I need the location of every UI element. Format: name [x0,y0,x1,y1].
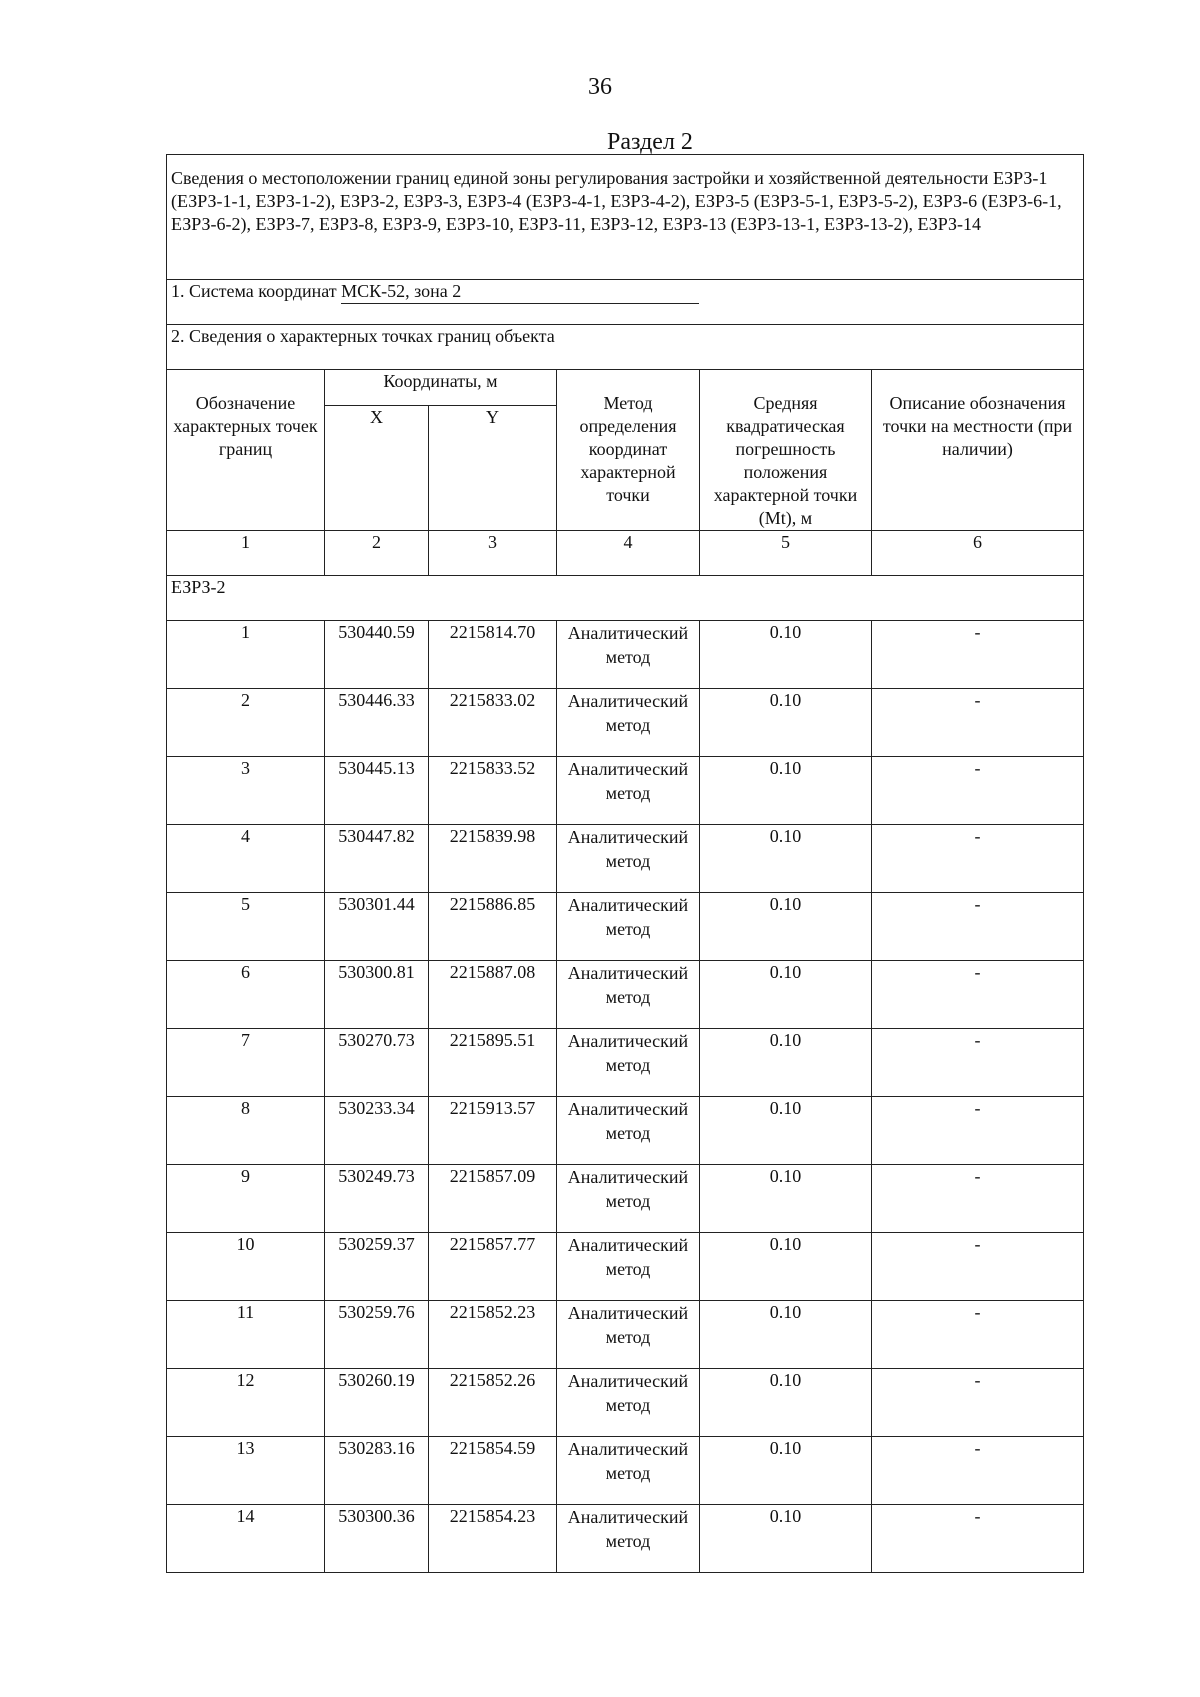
error-mt: 0.10 [700,825,872,893]
point-number: 3 [167,757,325,825]
point-number: 8 [167,1097,325,1165]
description: - [872,1029,1084,1097]
section-title: Раздел 2 [607,129,693,155]
point-number: 13 [167,1437,325,1505]
coord-y: 2215833.02 [429,689,557,757]
coord-y: 2215887.08 [429,961,557,1029]
coord-x: 530259.37 [325,1233,429,1301]
table-row [167,689,1084,757]
error-mt: 0.10 [700,1437,872,1505]
description: - [872,1437,1084,1505]
boundary-points-table [166,154,1084,1573]
header-error: Средняя квадратическая погрешность положения характерной точки (Mt), м [700,370,872,531]
table-row [167,893,1084,961]
table-row [167,1097,1084,1165]
method: Аналитический метод [557,961,700,1029]
zone-name: ЕЗРЗ-2 [167,576,1084,621]
point-number: 5 [167,893,325,961]
method: Аналитический метод [557,621,700,689]
page-number: 36 [588,74,612,100]
coord-y: 2215886.85 [429,893,557,961]
point-number: 4 [167,825,325,893]
coord-y: 2215895.51 [429,1029,557,1097]
table-row [167,1437,1084,1505]
points-title-row [167,325,1084,370]
error-mt: 0.10 [700,1301,872,1369]
header-x: X [325,406,429,531]
method: Аналитический метод [557,689,700,757]
point-number: 11 [167,1301,325,1369]
coord-y: 2215854.59 [429,1437,557,1505]
method: Аналитический метод [557,1369,700,1437]
coord-x: 530260.19 [325,1369,429,1437]
description: - [872,825,1084,893]
intro-row [167,155,1084,280]
error-mt: 0.10 [700,1097,872,1165]
column-number: 4 [557,531,700,576]
coord-x: 530446.33 [325,689,429,757]
coord-x: 530283.16 [325,1437,429,1505]
coord-y: 2215857.77 [429,1233,557,1301]
points-title: 2. Сведения о характерных точках границ объекта [167,325,1084,370]
intro-text: Сведения о местоположении границ единой зоны регулирования застройки и хозяйственной деятельности ЕЗРЗ-1 (ЕЗРЗ-1-1, ЕЗРЗ-1-2), ЕЗРЗ-2, ЕЗРЗ-3, ЕЗРЗ-4 (ЕЗРЗ-4-1, ЕЗРЗ-4-2), ЕЗРЗ-5 (ЕЗРЗ-5-1, ЕЗРЗ-5-2), ЕЗРЗ-6 (ЕЗРЗ-6-1, ЕЗРЗ-6-2), ЕЗРЗ-7, ЕЗРЗ-8, ЕЗРЗ-9, ЕЗРЗ-10, ЕЗРЗ-11, ЕЗРЗ-12, ЕЗРЗ-13 (ЕЗРЗ-13-1, ЕЗРЗ-13-2), ЕЗРЗ-14 [167,155,1084,280]
error-mt: 0.10 [700,1029,872,1097]
description: - [872,1369,1084,1437]
header-coordinates: Координаты, м [325,370,557,406]
method: Аналитический метод [557,1097,700,1165]
error-mt: 0.10 [700,893,872,961]
description: - [872,689,1084,757]
coord-system-row [167,280,1084,325]
description: - [872,757,1084,825]
method: Аналитический метод [557,1301,700,1369]
description: - [872,1233,1084,1301]
column-number: 2 [325,531,429,576]
header-method: Метод определения координат характерной точки [557,370,700,531]
header-row [167,370,1084,406]
coord-y: 2215852.23 [429,1301,557,1369]
method: Аналитический метод [557,1437,700,1505]
coord-x: 530440.59 [325,621,429,689]
method: Аналитический метод [557,825,700,893]
point-number: 14 [167,1505,325,1573]
point-number: 12 [167,1369,325,1437]
column-number: 1 [167,531,325,576]
coord-x: 530447.82 [325,825,429,893]
coord-x: 530300.81 [325,961,429,1029]
header-y: Y [429,406,557,531]
point-number: 1 [167,621,325,689]
coord-system-value-line [341,280,699,304]
method: Аналитический метод [557,757,700,825]
description: - [872,621,1084,689]
method: Аналитический метод [557,1029,700,1097]
point-number: 6 [167,961,325,1029]
description: - [872,1505,1084,1573]
point-number: 10 [167,1233,325,1301]
method: Аналитический метод [557,1233,700,1301]
description: - [872,1165,1084,1233]
method: Аналитический метод [557,893,700,961]
coord-y: 2215854.23 [429,1505,557,1573]
coord-y: 2215852.26 [429,1369,557,1437]
table-row [167,1233,1084,1301]
method: Аналитический метод [557,1165,700,1233]
table-row [167,1029,1084,1097]
coord-system-label: 1. Система координат [171,281,342,301]
column-number: 6 [872,531,1084,576]
table-row [167,621,1084,689]
description: - [872,961,1084,1029]
method: Аналитический метод [557,1505,700,1573]
coord-y: 2215857.09 [429,1165,557,1233]
coord-y: 2215814.70 [429,621,557,689]
coord-x: 530270.73 [325,1029,429,1097]
error-mt: 0.10 [700,621,872,689]
coord-x: 530259.76 [325,1301,429,1369]
error-mt: 0.10 [700,689,872,757]
error-mt: 0.10 [700,961,872,1029]
point-number: 7 [167,1029,325,1097]
coord-x: 530233.34 [325,1097,429,1165]
point-number: 9 [167,1165,325,1233]
table-row [167,1165,1084,1233]
coord-x: 530249.73 [325,1165,429,1233]
table-row [167,757,1084,825]
description: - [872,1301,1084,1369]
point-number: 2 [167,689,325,757]
table-row [167,825,1084,893]
coord-system-value: МСК-52, зона 2 [341,281,462,301]
table-row [167,1505,1084,1573]
header-description: Описание обозначения точки на местности (при наличии) [872,370,1084,531]
coord-y: 2215913.57 [429,1097,557,1165]
error-mt: 0.10 [700,1165,872,1233]
table-row [167,1301,1084,1369]
table-row [167,961,1084,1029]
coord-x: 530301.44 [325,893,429,961]
coord-y: 2215833.52 [429,757,557,825]
column-number: 3 [429,531,557,576]
coord-x: 530445.13 [325,757,429,825]
header-designation: Обозначение характерных точек границ [167,370,325,531]
error-mt: 0.10 [700,1369,872,1437]
coord-y: 2215839.98 [429,825,557,893]
description: - [872,893,1084,961]
coord-system-cell [167,280,1084,325]
error-mt: 0.10 [700,1505,872,1573]
column-number: 5 [700,531,872,576]
table-row [167,1369,1084,1437]
error-mt: 0.10 [700,757,872,825]
error-mt: 0.10 [700,1233,872,1301]
zone-row [167,576,1084,621]
column-number-row [167,531,1084,576]
coord-x: 530300.36 [325,1505,429,1573]
description: - [872,1097,1084,1165]
